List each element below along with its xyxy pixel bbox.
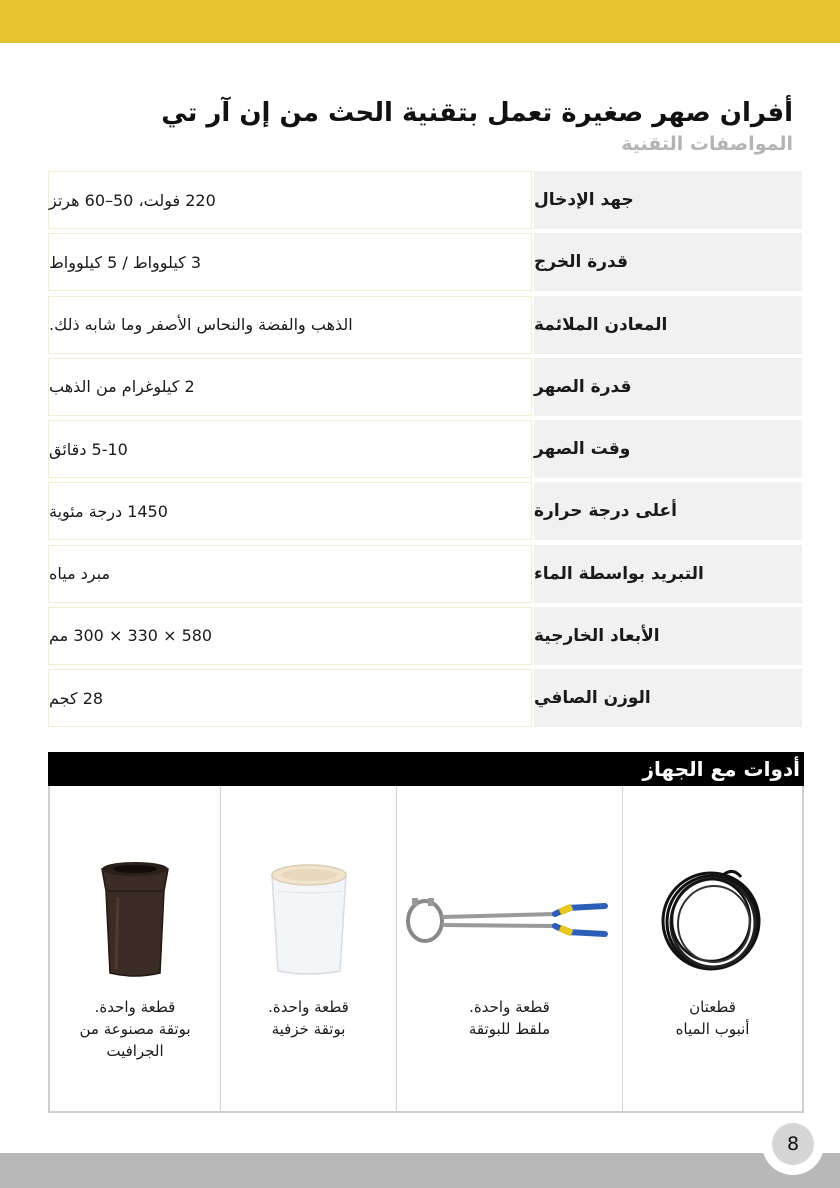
spec-value: 28 كجم bbox=[48, 669, 532, 727]
spec-label: قدرة الخرج bbox=[532, 233, 802, 291]
section-subtitle: المواصفات التقنية bbox=[621, 133, 793, 155]
tools-header: أدوات مع الجهاز bbox=[48, 752, 804, 786]
spec-value: 220 فولت، 50–60 هرتز bbox=[48, 171, 532, 229]
spec-row bbox=[48, 669, 802, 727]
tool-caption-line: قطعة واحدة. bbox=[268, 998, 349, 1016]
bottom-bar bbox=[0, 1153, 840, 1188]
tool-caption-line: قطعة واحدة. bbox=[94, 998, 176, 1016]
spec-row bbox=[48, 358, 802, 416]
tool-caption-line: بوتقة خزفية bbox=[271, 1020, 346, 1038]
tools-grid bbox=[48, 786, 804, 1113]
tool-caption-line: الجرافيت bbox=[106, 1042, 164, 1060]
water-pipe-icon bbox=[623, 856, 802, 986]
tool-caption-line: بوتقة مصنوعة من bbox=[79, 1020, 191, 1038]
tool-item-graphite-crucible bbox=[50, 786, 220, 1111]
tool-caption bbox=[623, 996, 802, 1040]
spec-row bbox=[48, 233, 802, 291]
tool-item-tongs bbox=[396, 786, 622, 1111]
spec-label: وقت الصهر bbox=[532, 420, 802, 478]
spec-row bbox=[48, 545, 802, 603]
spec-row bbox=[48, 171, 802, 229]
tool-caption-line: قطعتان bbox=[689, 998, 736, 1016]
spec-value: 5-10 دقائق bbox=[48, 420, 532, 478]
crucible-tongs-icon bbox=[397, 856, 622, 986]
spec-table bbox=[48, 171, 802, 727]
spec-value: الذهب والفضة والنحاس الأصفر وما شابه ذلك. bbox=[48, 296, 532, 354]
tool-caption-line: أنبوب المياه bbox=[675, 1020, 750, 1038]
ceramic-crucible-icon bbox=[221, 856, 396, 986]
spec-value: 580 × 330 × 300 مم bbox=[48, 607, 532, 665]
spec-value: مبرد مياه bbox=[48, 545, 532, 603]
spec-row bbox=[48, 607, 802, 665]
spec-label: التبريد بواسطة الماء bbox=[532, 545, 802, 603]
page-number: 8 bbox=[772, 1123, 814, 1165]
tool-caption-line: قطعة واحدة. bbox=[469, 998, 550, 1016]
graphite-crucible-icon bbox=[50, 856, 220, 986]
tool-caption-line: ملقط للبوتقة bbox=[468, 1020, 551, 1038]
spec-label: قدرة الصهر bbox=[532, 358, 802, 416]
spec-row bbox=[48, 296, 802, 354]
tool-caption bbox=[397, 996, 622, 1040]
spec-label: الأبعاد الخارجية bbox=[532, 607, 802, 665]
spec-value: 2 كيلوغرام من الذهب bbox=[48, 358, 532, 416]
tool-item-water-pipe bbox=[622, 786, 802, 1111]
spec-row bbox=[48, 482, 802, 540]
tool-caption bbox=[221, 996, 396, 1040]
spec-label: جهد الإدخال bbox=[532, 171, 802, 229]
spec-label: أعلى درجة حرارة bbox=[532, 482, 802, 540]
spec-value: 3 كيلوواط / 5 كيلوواط bbox=[48, 233, 532, 291]
spec-label: الوزن الصافي bbox=[532, 669, 802, 727]
spec-row bbox=[48, 420, 802, 478]
spec-label: المعادن الملائمة bbox=[532, 296, 802, 354]
spec-value: 1450 درجة مئوية bbox=[48, 482, 532, 540]
tool-caption bbox=[50, 996, 220, 1062]
tool-item-ceramic-crucible bbox=[220, 786, 396, 1111]
top-accent-bar bbox=[0, 0, 840, 43]
page-title: أفران صهر صغيرة تعمل بتقنية الحث من إن آر تي bbox=[161, 98, 793, 128]
